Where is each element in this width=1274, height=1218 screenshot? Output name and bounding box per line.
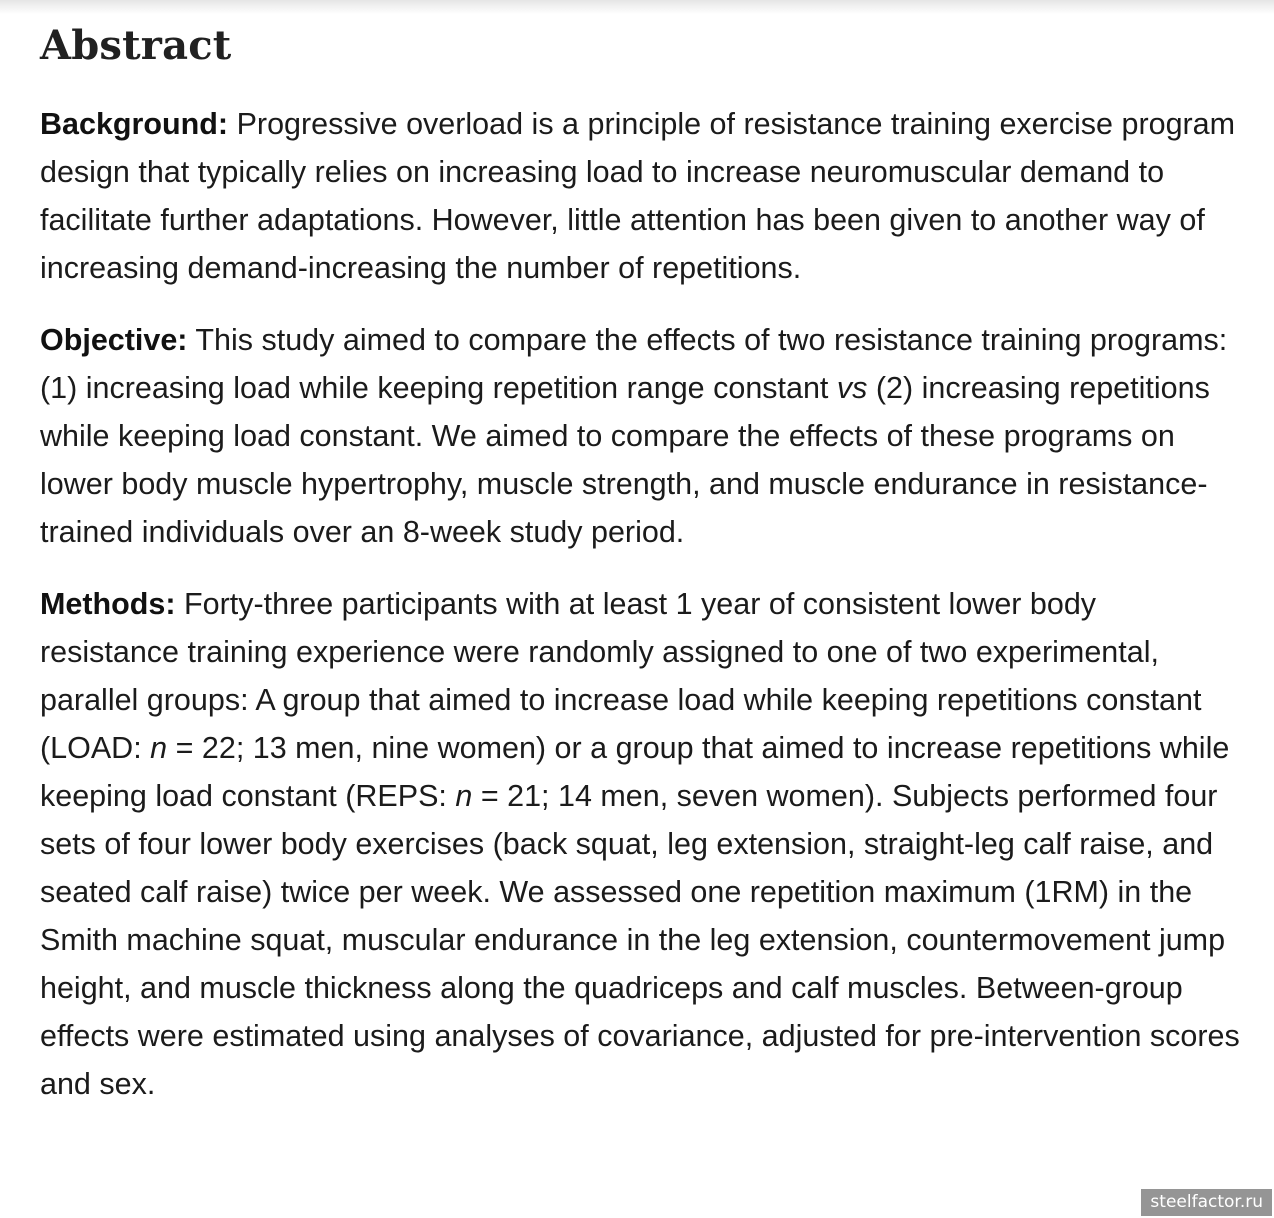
objective-text-part-1: This study aimed to compare the effects of two resistance training programs: (1) increasing load while keeping repetition range constant xyxy=(40,323,1228,405)
methods-text-part-3: = 21; 14 men, seven women). Subjects performed four sets of four lower body exercises (back squat, leg extension, straight-leg calf raise, and seated calf raise) twice per week. We assessed one repetition maximum (1RM) in the Smith machine squat, muscular endurance in the leg extension, countermovement jump height, and muscle thickness along the quadriceps and calf muscles. Between-group effects were estimated using analyses of covariance, adjusted for pre-intervention scores and sex. xyxy=(40,779,1240,1101)
methods-label: Methods: xyxy=(40,587,176,621)
site-watermark: steelfactor.ru xyxy=(1141,1189,1272,1216)
background-paragraph xyxy=(40,100,1240,292)
methods-text-part-1: Forty-three participants with at least 1 year of consistent lower body resistance training experience were randomly assigned to one of two experimental, parallel groups: A group that aimed to increase load while keeping repetitions constant (LOAD: xyxy=(40,587,1202,765)
objective-label: Objective: xyxy=(40,323,188,357)
objective-vs-italic: vs xyxy=(836,371,868,405)
methods-n-italic-1: n xyxy=(150,731,168,765)
methods-text-part-2: = 22; 13 men, nine women) or a group that aimed to increase repetitions while keeping load constant (REPS: xyxy=(40,731,1230,813)
objective-text-part-2: (2) increasing repetitions while keeping load constant. We aimed to compare the effects of these programs on lower body muscle hypertrophy, muscle strength, and muscle endurance in resistance-trained individuals over an 8-week study period. xyxy=(40,371,1210,549)
abstract-heading: Abstract xyxy=(40,22,232,69)
abstract-container xyxy=(40,20,1240,1132)
objective-paragraph xyxy=(40,316,1240,556)
methods-paragraph xyxy=(40,580,1240,1108)
background-text: Progressive overload is a principle of resistance training exercise program design that typically relies on increasing load to increase neuromuscular demand to facilitate further adaptations. However, little attention has been given to another way of increasing demand-increasing the number of repetitions. xyxy=(40,107,1236,285)
background-label: Background: xyxy=(40,107,229,141)
top-toolbar-shadow xyxy=(0,0,1274,14)
methods-n-italic-2: n xyxy=(455,779,473,813)
